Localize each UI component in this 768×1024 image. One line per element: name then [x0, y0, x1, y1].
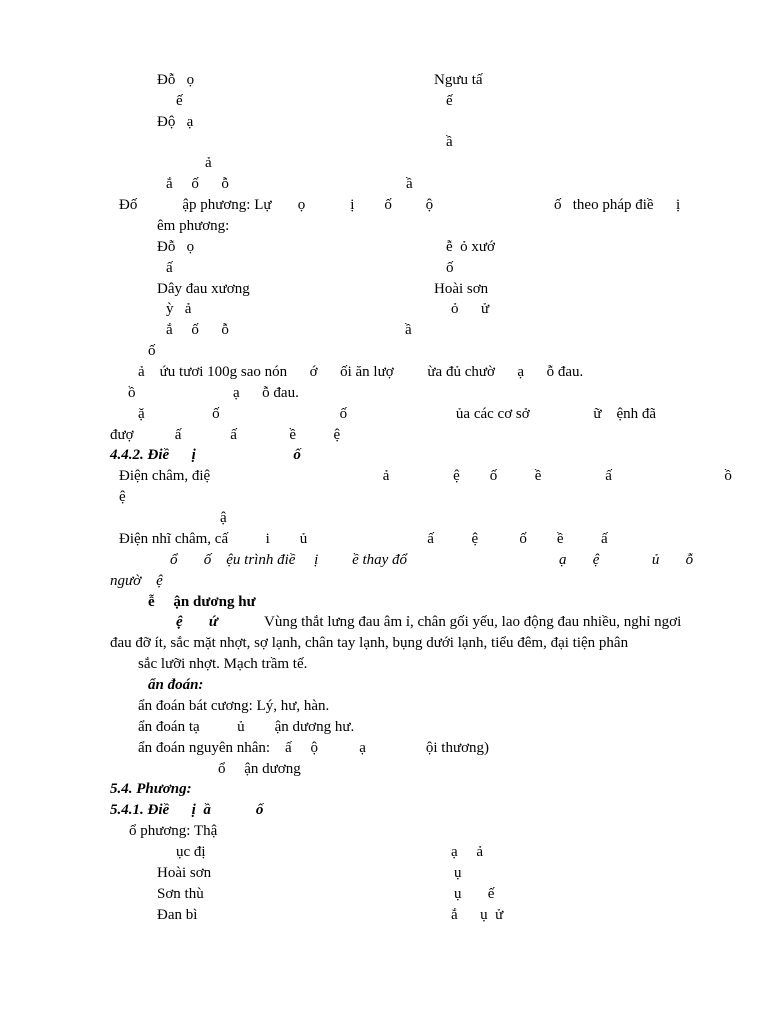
text-line: ắ ụ ử [451, 907, 504, 923]
text-line: ố [446, 260, 454, 276]
text-line: Sơn thù [157, 886, 204, 902]
text-line: ổ ố ệu trình điề ị ề thay đổ [170, 552, 408, 568]
text-line: Đan bì [157, 907, 198, 923]
section-heading: 5.4.1. Điề ị ầ ố [110, 802, 264, 818]
text-line: ầ [406, 176, 413, 192]
text-line: ạ ệ ủ ỗ [559, 552, 694, 568]
text-line: ắ ố ỗ [166, 176, 229, 192]
text-line: ả ứu tươi 100g sao nón ớ ối ăn lượ ừa đủ chườ ạ ỗ đau. [138, 364, 584, 380]
text-line: ẩn đoán tạ ủ ận dương hư. [138, 719, 355, 735]
text-line: ổ phương: Thậ [129, 823, 218, 839]
text-line: êm phương: [157, 218, 230, 234]
text-line: ố theo pháp điề ị [554, 197, 681, 213]
text-line: ả [205, 155, 212, 171]
subheading: ệ ứ [176, 614, 218, 630]
text-line: ẩn đoán nguyên nhân: ấ ộ ạ ội thương) [138, 740, 490, 756]
text-line: Vùng thắt lưng đau âm ỉ, chân gối yếu, lao động đau nhiều, nghỉ ngơi [264, 614, 682, 630]
text-line: Điện nhĩ châm, cấ i ủ ấ ệ ố ề ấ [119, 531, 608, 547]
text-line: Ngưu tấ [434, 72, 483, 88]
text-line: ẩn đoán bát cương: Lý, hư, hàn. [138, 698, 330, 714]
text-line: ỳ ả [166, 301, 192, 317]
section-heading: 5.4. Phương: [110, 781, 192, 797]
text-line: sắc lưỡi nhợt. Mạch trầm tế. [138, 656, 308, 672]
text-line: Dây đau xương [157, 281, 250, 297]
text-line: ngườ ệ [110, 573, 163, 589]
text-line: ố [148, 343, 156, 359]
text-line: Hoài sơn [434, 281, 489, 297]
text-line: ồ ạ ỗ đau. [128, 385, 299, 401]
text-line: ục đị [176, 844, 206, 860]
text-line: Hoài sơn [157, 865, 212, 881]
text-line: ặ ố ố ủa các cơ sở ữ ệnh đã [138, 406, 657, 422]
text-line: Đỗ ọ [157, 72, 195, 88]
text-line: ầ [446, 134, 453, 150]
text-line: ổ ận dương [218, 761, 301, 777]
text-line: đau đỡ ít, sắc mặt nhợt, sợ lạnh, chân tay lạnh, bụng dưới lạnh, tiểu đêm, đại tiện phân [110, 635, 629, 651]
text-line: ầ [405, 322, 412, 338]
text-line: đượ ấ ấ ề ệ [110, 427, 341, 443]
text-line: ỏ ử [451, 301, 490, 317]
text-line: ụ ế [454, 886, 495, 902]
text-line: ạ ả [451, 844, 484, 860]
text-line: Độ ạ [157, 114, 194, 130]
text-line: Đỗ ọ [157, 239, 195, 255]
text-line: ế [176, 93, 183, 109]
text-line: ệ [119, 489, 126, 505]
text-line: Điện châm, điệ ả ệ ố ề ấ ồ [119, 468, 732, 484]
text-line: ế [446, 93, 453, 109]
text-line: ấ [166, 260, 173, 276]
text-line: ụ [454, 865, 462, 881]
text-line: ậ [220, 510, 227, 526]
subheading: ẩn đoán: [148, 677, 204, 693]
section-heading: ễ ận dương hư [148, 594, 256, 610]
text-line: Đố ập phương: Lự ọ ị ố ộ [119, 197, 434, 213]
text-line: ắ ố ỗ [166, 322, 229, 338]
section-heading: 4.4.2. Điề ị ố [110, 447, 301, 463]
text-line: ễ ỏ xướ [446, 239, 495, 255]
